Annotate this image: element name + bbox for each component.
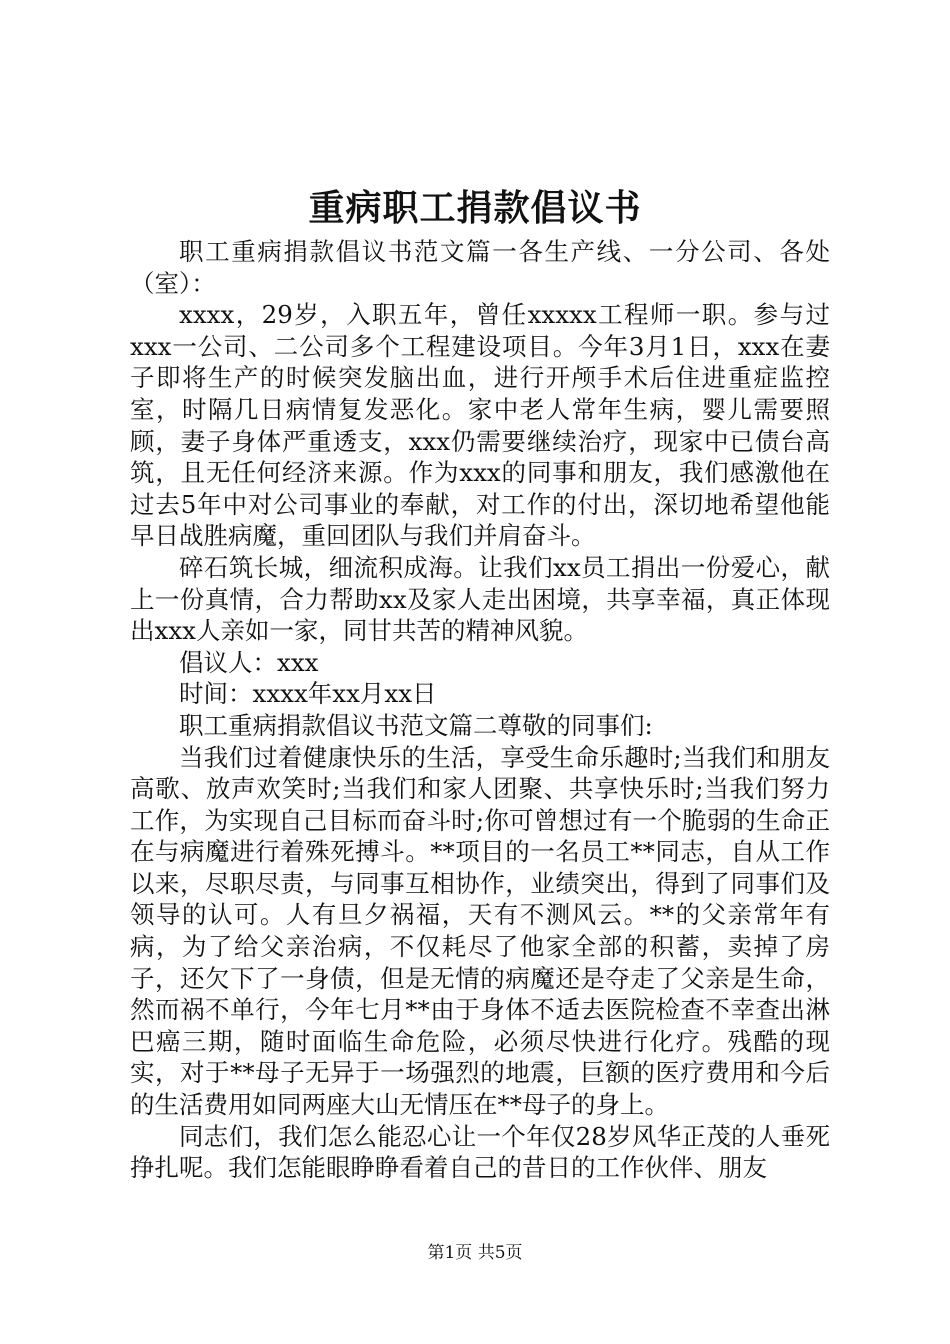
paragraph-intro: 职工重病捐款倡议书范文篇一各生产线、一分公司、各处（室）： (130, 237, 830, 298)
paragraph-appeal-one: 碎石筑长城，细流积成海。让我们xx员工捐出一份爱心，献上一份真情，合力帮助xx及家人走出困境，共享幸福，真正体现出xxx人亲如一家，同甘共苦的精神风貌。 (130, 552, 830, 646)
paragraph-appeal-two: 同志们，我们怎么能忍心让一个年仅28岁风华正茂的人垂死挣扎呢。我们怎能眼睁睁看着自己的昔日的工作伙伴、朋友 (130, 1121, 830, 1183)
paragraph-sample-two-heading: 职工重病捐款倡议书范文篇二尊敬的同事们: (179, 710, 653, 740)
paragraph-case-two: 当我们过着健康快乐的生活，享受生命乐趣时;当我们和朋友高歌、放声欢笑时;当我们和家人团聚、共享快乐时;当我们努力工作，为实现自己目标而奋斗时;你可曾想过有一个脆弱的生命正在与病魔进行着殊死搏斗。**项目的一名员工**同志，自从工作以来，尽职尽责，与同事互相协作，业绩突出，得到了同事们及领导的认可。人有旦夕祸福，天有不测风云。**的父亲常年有病，为了给父亲治病，不仅耗尽了他家全部的积蓄，卖掉了房子，还欠下了一身债，但是无情的病魔还是夺走了父亲是生命，然而祸不单行，今年七月**由于身体不适去医院检查不幸查出淋巴癌三期，随时面临生命危险，必须尽快进行化疗。残酷的现实，对于**母子无异于一场强烈的地震，巨额的医疗费用和今后的生活费用如同两座大山无情压在**母子的身上。 (130, 742, 830, 1120)
document-title: 重病职工捐款倡议书 (308, 187, 642, 229)
paragraph-case-one: xxxx，29岁，入职五年，曾任xxxxx工程师一职。参与过xxx一公司、二公司多个工程建设项目。今年3月1日，xxx在妻子即将生产的时候突发脑出血，进行开颅手术后住进重症监控室，时隔几日病情复发恶化。家中老人常年生病，婴儿需要照顾，妻子身体严重透支，xxx仍需要继续治疗，现家中已债台高筑，且无任何经济来源。作为xxx的同事和朋友，我们感激他在过去5年中对公司事业的奉献，对工作的付出，深切地希望他能早日战胜病魔，重回团队与我们并肩奋斗。 (130, 300, 830, 551)
page-number-footer: 第1页 共5页 (427, 1243, 523, 1263)
paragraph-initiator: 倡议人：xxx (179, 647, 319, 677)
paragraph-date: 时间：xxxx年xx月xx日 (179, 679, 437, 709)
document-body (130, 236, 830, 1184)
